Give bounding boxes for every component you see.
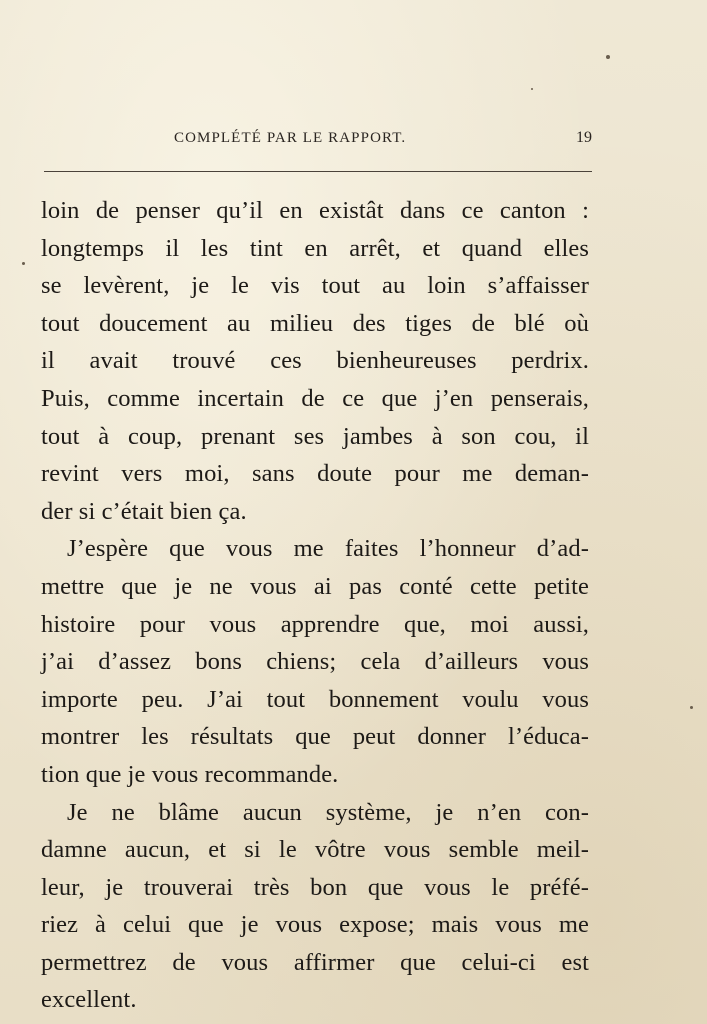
text-line: il avait trouvé ces bienheureuses perdrix. [41,347,589,375]
text-line: tout doucement au milieu des tiges de blé où [41,309,589,337]
page-number: 19 [576,129,592,146]
paragraph-2 [41,530,589,793]
text-line: tion que je vous recommande. [41,760,339,788]
paragraph-3 [41,794,589,1020]
text-line: leur, je trouverai très bon que vous le préfé- [41,873,589,901]
text-line: Je ne blâme aucun système, je n’en con- [67,798,589,826]
text-line: revint vers moi, sans doute pour me deman- [41,460,589,488]
text-line: J’espère que vous me faites l’honneur d’ad- [67,535,589,563]
text-line: permettrez de vous affirmer que celui-ci est [41,948,589,976]
text-line: tout à coup, prenant ses jambes à son cou, il [41,422,589,450]
text-line: Puis, comme incertain de ce que j’en penserais, [41,384,589,412]
paper-speck [606,55,610,59]
page-header [44,128,592,152]
text-line: importe peu. J’ai tout bonnement voulu vous [41,685,589,713]
text-line: j’ai d’assez bons chiens; cela d’ailleurs vous [41,648,589,676]
paper-speck [531,88,533,90]
text-line: histoire pour vous apprendre que, moi aussi, [41,610,589,638]
body-text [41,192,589,1019]
text-line: loin de penser qu’il en existât dans ce canton : [41,197,589,224]
text-line: longtemps il les tint en arrêt, et quand elles [41,234,589,262]
text-line: riez à celui que je vous expose; mais vous me [41,911,589,939]
text-line: der si c’était bien ça. [41,497,247,525]
text-line: montrer les résultats que peut donner l’éduca- [41,723,589,751]
header-rule [44,171,592,172]
text-line: mettre que je ne vous ai pas conté cette petite [41,572,589,600]
paragraph-1 [41,192,589,530]
text-line: damne aucun, et si le vôtre vous semble meil- [41,836,589,864]
text-line: se levèrent, je le vis tout au loin s’affaisser [41,272,589,300]
text-line: excellent. [41,986,137,1014]
paper-speck [690,706,693,709]
running-head: COMPLÉTÉ PAR LE RAPPORT. [174,130,407,146]
paper-speck [22,262,25,265]
